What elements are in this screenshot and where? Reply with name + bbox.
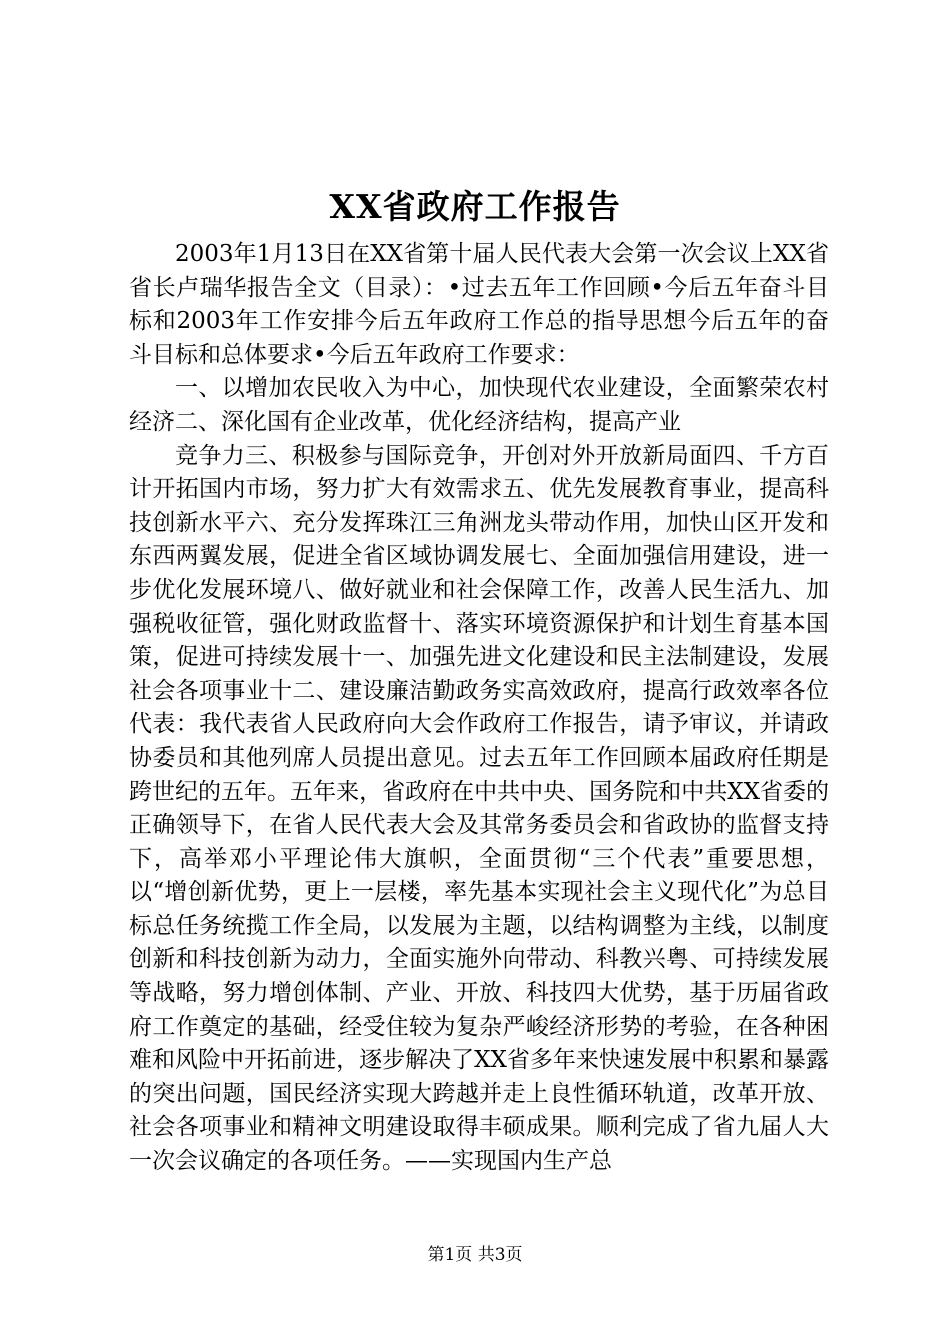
page-title: XX省政府工作报告 [329,187,621,226]
page-footer: 第1页 共3页 [427,1245,523,1265]
body-text [129,238,829,1179]
paragraph-main: 竞争力三、积极参与国际竞争，开创对外开放新局面四、千方百计开拓国内市场，努力扩大有效需求五、优先发展教育事业，提高科技创新水平六、充分发挥珠江三角洲龙头带动作用，加快山区开发和东西两翼发展，促进全省区域协调发展七、全面加强信用建设，进一步优化发展环境八、做好就业和社会保障工作，改善人民生活九、加强税收征管，强化财政监督十、落实环境资源保护和计划生育基本国策，促进可持续发展十一、加强先进文化建设和民主法制建设，发展社会各项事业十二、建设廉洁勤政务实高效政府，提高行政效率各位代表：我代表省人民政府向大会作政府工作报告，请予审议，并请政协委员和其他列席人员提出意见。过去五年工作回顾本届政府任期是跨世纪的五年。五年来，省政府在中共中央、国务院和中共XX省委的正确领导下，在省人民代表大会及其常务委员会和省政协的监督支持下，高举邓小平理论伟大旗帜，全面贯彻“三个代表”重要思想，以“增创新优势，更上一层楼，率先基本实现社会主义现代化”为总目标总任务统揽工作全局，以发展为主题，以结构调整为主线，以制度创新和科技创新为动力，全面实施外向带动、科教兴粤、可持续发展等战略，努力增创体制、产业、开放、科技四大优势，基于历届省政府工作奠定的基础，经受住较为复杂严峻经济形势的考验，在各种困难和风险中开拓前进，逐步解决了XX省多年来快速发展中积累和暴露的突出问题，国民经济实现大跨越并走上良性循环轨道，改革开放、社会各项事业和精神文明建设取得丰硕成果。顺利完成了省九届人大一次会议确定的各项任务。——实现国内生产总 [129,442,829,1175]
paragraph-intro: 2003年1月13日在XX省第十届人民代表大会第一次会议上XX省省长卢瑞华报告全文（目录）：•过去五年工作回顾•今后五年奋斗目标和2003年工作安排今后五年政府工作总的指导思想今后五年的奋斗目标和总体要求•今后五年政府工作要求： [129,241,829,368]
paragraph-item-one: 一、以增加农民收入为中心，加快现代农业建设，全面繁荣农村经济二、深化国有企业改革，优化经济结构，提高产业 [129,375,829,435]
